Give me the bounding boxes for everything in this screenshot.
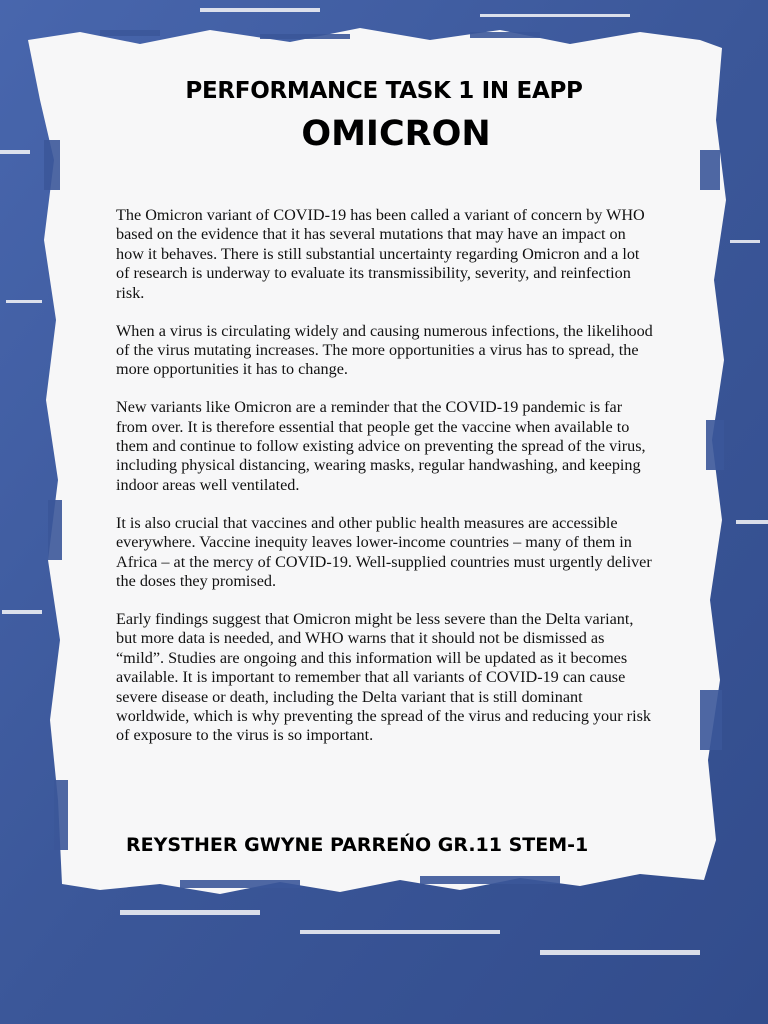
paragraph: New variants like Omicron are a reminder that the COVID-19 pandemic is far from over. It is therefore essential that people get the vaccine when available to them and continue to follow existing advice on preventing the spread of the virus, including physical distancing, wearing masks, regular handwashing, and keeping indoor areas well ventilated. (116, 398, 646, 494)
paragraph: When a virus is circulating widely and causing numerous infections, the likelihood of the virus mutating increases. The more opportunities a virus has to spread, the more opportunities it has to change. (116, 321, 653, 379)
document-title: OMICRON (301, 114, 491, 154)
document-heading: PERFORMANCE TASK 1 IN EAPP (185, 78, 583, 104)
author-line: REYSTHER GWYNE PARREŃO GR.11 STEM-1 (126, 834, 589, 856)
paragraph: The Omicron variant of COVID-19 has been called a variant of concern by WHO based on the evidence that it has several mutations that may have an impact on how it behaves. There is still substantial uncertainty regarding Omicron and a lot of research is underway to evaluate its transmissibility, severity, and reinfection risk. (116, 206, 645, 302)
paragraph: Early findings suggest that Omicron might be less severe than the Delta variant, but more data is needed, and WHO warns that it should not be dismissed as “mild”. Studies are ongoing and this information will be updated as it becomes available. It is important to remember that all variants of COVID-19 can cause severe disease or death, including the Delta variant that is still dominant worldwide, which is why preventing the spread of the virus and reducing your risk of exposure to the virus is so important. (116, 609, 651, 745)
document-body (116, 206, 656, 764)
paragraph: It is also crucial that vaccines and other public health measures are accessible everywhere. Vaccine inequity leaves lower-income countries – many of them in Africa – at the mercy of COVID-19. Well-supplied countries must urgently deliver the doses they promised. (116, 513, 652, 590)
